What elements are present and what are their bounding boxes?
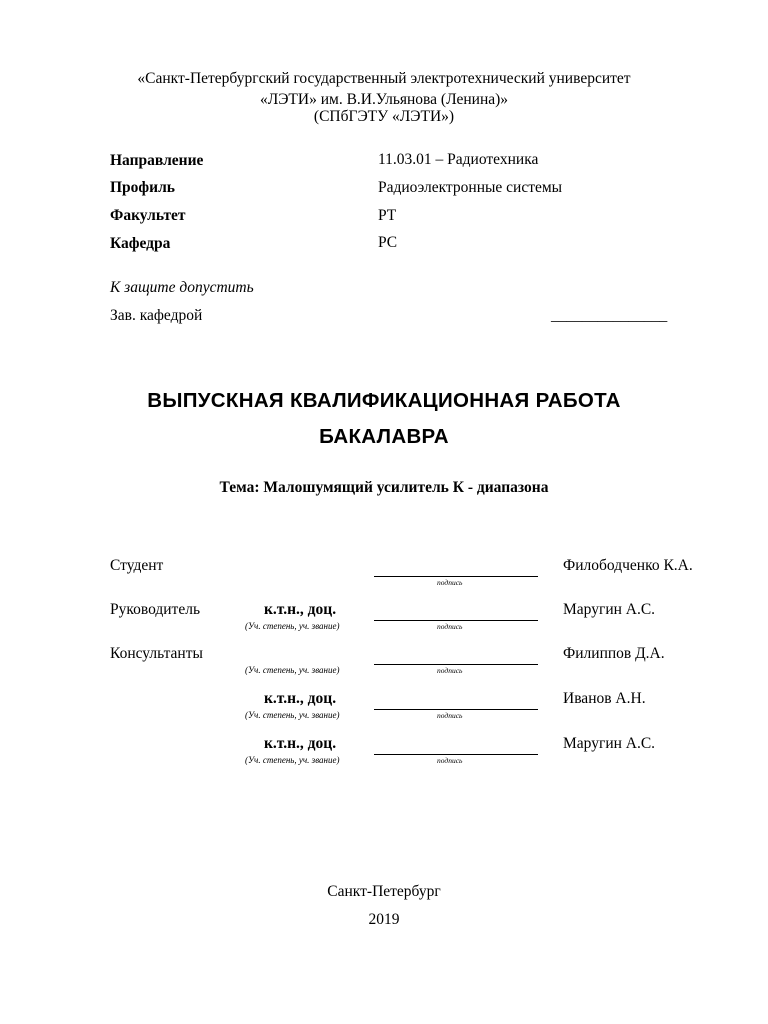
signature-role: Руководитель (110, 601, 201, 618)
signature-line (374, 576, 538, 577)
document-title-line2: БАКАЛАВРА (319, 425, 449, 448)
signature-caption: подпись (437, 756, 463, 765)
faculty-value: РТ (378, 207, 397, 224)
degree-caption: (Уч. степень, уч. звание) (245, 710, 340, 720)
academic-degree: к.т.н., доц. (264, 601, 337, 618)
signature-line (374, 754, 538, 755)
signature-role: Консультанты (110, 645, 203, 662)
degree-caption: (Уч. степень, уч. звание) (245, 755, 340, 765)
signer-name: Маругин А.С. (563, 601, 656, 618)
profile-value: Радиоэлектронные системы (378, 179, 563, 196)
signature-line (374, 709, 538, 710)
profile-label: Профиль (110, 179, 175, 196)
signature-line (374, 664, 538, 665)
direction-value: 11.03.01 – Радиотехника (378, 151, 539, 168)
department-value: РС (378, 234, 398, 251)
university-name-line2: «ЛЭТИ» им. В.И.Ульянова (Ленина)» (259, 91, 509, 108)
signature-caption: подпись (437, 578, 463, 587)
academic-degree: к.т.н., доц. (264, 690, 337, 707)
signature-line (374, 620, 538, 621)
department-label: Кафедра (110, 235, 171, 252)
signer-name: Филободченко К.А. (563, 557, 693, 574)
head-of-department-label: Зав. кафедрой (110, 307, 203, 324)
signature-caption: подпись (437, 711, 463, 720)
university-name: «Санкт-Петербургский государственный электротехнический университет (137, 70, 631, 87)
city: Санкт-Петербург (327, 883, 441, 900)
signer-name: Маругин А.С. (563, 735, 656, 752)
admit-text: К защите допустить (110, 279, 254, 296)
head-signature-line: _______________ (551, 307, 668, 324)
degree-caption: (Уч. степень, уч. звание) (245, 621, 340, 631)
signature-caption: подпись (437, 622, 463, 631)
faculty-label: Факультет (110, 207, 186, 224)
year: 2019 (368, 911, 400, 928)
direction-label: Направление (110, 152, 204, 169)
degree-caption: (Уч. степень, уч. звание) (245, 665, 340, 675)
signer-name: Иванов А.Н. (563, 690, 646, 707)
thesis-topic: Тема: Малошумящий усилитель К - диапазона (219, 479, 549, 496)
document-title: ВЫПУСКНАЯ КВАЛИФИКАЦИОННАЯ РАБОТА (147, 389, 621, 412)
university-abbreviation: (СПбГЭТУ «ЛЭТИ») (313, 108, 455, 125)
signature-caption: подпись (437, 666, 463, 675)
academic-degree: к.т.н., доц. (264, 735, 337, 752)
signer-name: Филиппов Д.А. (563, 645, 665, 662)
signature-role: Студент (110, 557, 164, 574)
